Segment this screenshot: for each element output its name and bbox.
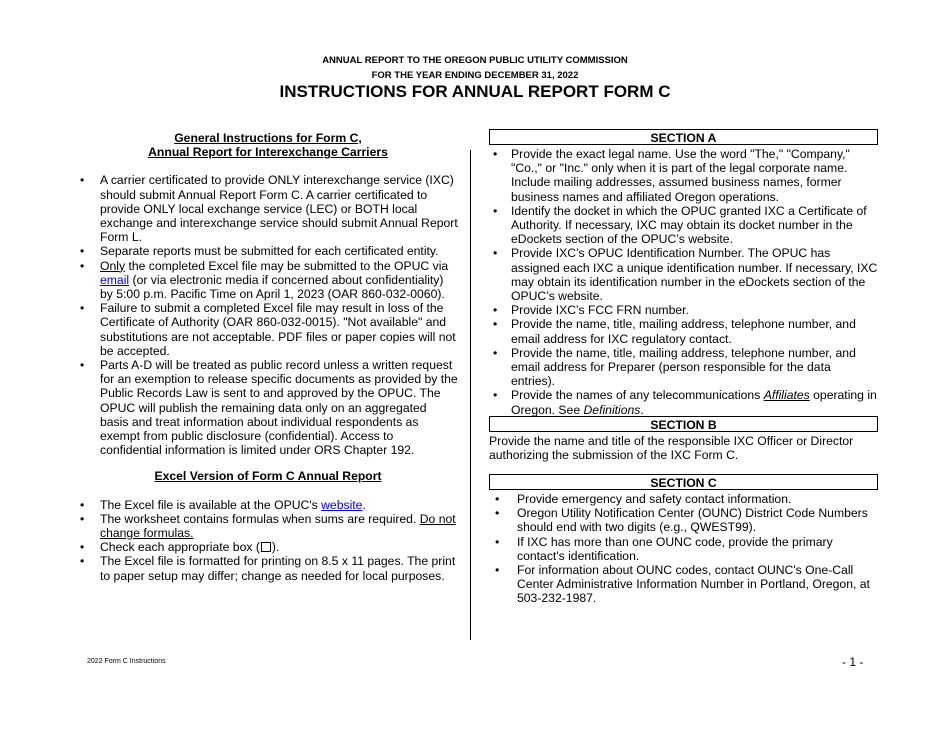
section-a-header: SECTION A — [489, 129, 878, 145]
list-item: • If IXC has more than one OUNC code, provide the primary contact's identification. — [489, 535, 878, 563]
checkbox-icon — [261, 542, 271, 552]
list-item — [489, 388, 878, 416]
formula-warning: Do not change formulas. — [100, 511, 456, 541]
list-item: • For information about OUNC codes, contact OUNC's One-Call Center Administrative Information Number in Portland, Oregon, at 503-232-1987. — [489, 563, 878, 606]
list-item: • A carrier certificated to provide ONLY interexchange service (IXC) should submit Annual Report Form C. A carrier certificated to provide ONLY local exchange service (LEC) or BOTH local exchange and interexchange service should submit Annual Report Form L. — [78, 173, 458, 244]
item-text: The Excel file is available at the OPUC's — [100, 497, 322, 512]
section-b — [489, 416, 878, 462]
item-text: The worksheet contains formulas when sums are required. — [100, 511, 420, 526]
list-item: • Separate reports must be submitted for each certificated entity. — [78, 244, 458, 258]
page-number: - 1 - — [842, 655, 864, 669]
list-item: • Provide IXC’s FCC FRN number. — [489, 303, 878, 317]
report-header-line1: ANNUAL REPORT TO THE OREGON PUBLIC UTILITY COMMISSION — [322, 55, 628, 66]
item-text: ). — [271, 540, 280, 555]
list-item: • Provide the exact legal name. Use the word "The," "Company," "Co.," or "Inc." only when it is part of the legal corporate name. Include mailing addresses, assumed business names, former business names and affiliated Oregon operations. — [489, 147, 878, 204]
item-text: the completed Excel file may be submitted to the OPUC via — [125, 258, 449, 273]
definitions-term: Definitions — [583, 402, 641, 417]
list-item: • Identify the docket in which the OPUC granted IXC a Certificate of Authority. If necessary, IXC may obtain its docket number in the eDockets section of the OPUC’s website. — [489, 204, 878, 247]
report-header-line2: FOR THE YEAR ENDING DECEMBER 31, 2022 — [371, 70, 579, 81]
item-text: . — [640, 402, 644, 417]
excel-instructions-list — [78, 498, 458, 583]
list-item — [78, 498, 458, 512]
affiliates-term: Affiliates — [763, 388, 810, 403]
item-text: Check each appropriate box ( — [100, 540, 260, 555]
column-divider — [470, 150, 471, 640]
section-c-header: SECTION C — [489, 474, 878, 490]
section-b-header: SECTION B — [489, 416, 878, 432]
list-item: • Parts A-D will be treated as public record unless a written request for an exemption to release specific documents as provided by the Public Records Law is sent to and approved by the OPUC. The OPUC will publish the remaining data only on an aggregated basis and treat information about individual respondents as exempt from public disclosure (confidential). Access to confidential information is limited under ORS Chapter 192. — [78, 358, 458, 457]
excel-version-title: Excel Version of Form C Annual Report — [154, 469, 382, 484]
general-instructions-list — [78, 173, 458, 457]
section-b-text: Provide the name and title of the responsible IXC Officer or Director authorizing the submission of the IXC Form C. — [489, 434, 854, 463]
page-title: INSTRUCTIONS FOR ANNUAL REPORT FORM C — [279, 82, 671, 101]
footer-doc-name: 2022 Form C Instructions — [87, 658, 166, 665]
email-link[interactable]: email — [100, 272, 130, 287]
section-a — [489, 129, 878, 417]
section-c — [489, 474, 878, 606]
list-item: • Provide IXC’s OPUC Identification Number. The OPUC has assigned each IXC a unique identification number. If necessary, IXC may obtain its identification number in the eDockets section of the OPUC’s website. — [489, 246, 878, 303]
section-c-list — [489, 492, 878, 606]
general-instructions-title: General Instructions for Form C, — [174, 131, 362, 145]
list-item: • Oregon Utility Notification Center (OUNC) District Code Numbers should end with two digits (e.g., QWEST99). — [489, 506, 878, 534]
list-item: • Provide the name, title, mailing address, telephone number, and email address for IXC regulatory contact. — [489, 317, 878, 345]
list-item — [78, 259, 458, 302]
only-emphasis: Only — [100, 258, 126, 273]
list-item — [78, 540, 458, 554]
list-item — [78, 512, 458, 540]
list-item: • Failure to submit a completed Excel file may result in loss of the Certificate of Authority (OAR 860-032-0015). "Not available" and substitutions are not acceptable. PDF files or paper copies will not be accepted. — [78, 301, 458, 358]
item-text: operating in Oregon. See — [511, 388, 877, 417]
website-link[interactable]: website — [321, 497, 363, 512]
left-column — [78, 131, 458, 583]
list-item: • Provide the name, title, mailing address, telephone number, and email address for Preparer (person responsible for the data entries). — [489, 346, 878, 389]
item-text: . — [362, 497, 366, 512]
list-item: • Provide emergency and safety contact information. — [489, 492, 878, 506]
list-item: • The Excel file is formatted for printing on 8.5 x 11 pages. The print to paper setup may differ; change as needed for local purposes. — [78, 554, 458, 582]
item-text: Provide the names of any telecommunications — [511, 388, 764, 403]
section-a-list — [489, 147, 878, 417]
general-instructions-subtitle: Annual Report for Interexchange Carriers — [148, 145, 388, 160]
item-text: (or via electronic media if concerned about confidentiality) by 5:00 p.m. Pacific Time on April 1, 2023 (OAR 860-032-0060). — [100, 272, 445, 302]
